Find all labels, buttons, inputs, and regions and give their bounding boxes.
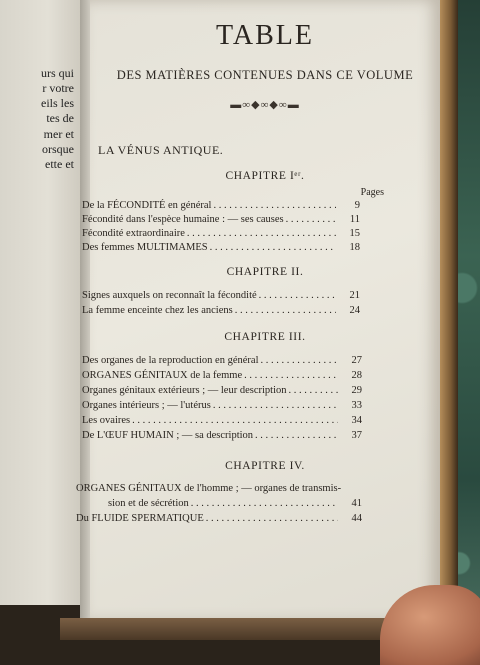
toc-entry-label: De la FÉCONDITÉ en général [82,200,212,211]
toc-entry-page: 24 [349,305,360,316]
leader-dots [206,513,338,524]
pages-label: Pages [360,187,384,198]
leader-dots [210,242,336,253]
left-page-line: tes de [46,111,74,125]
toc-entry-label: Organes intérieurs ; — l'utérus [82,400,211,411]
toc-entry-page: 37 [351,430,362,441]
left-page-line: ette et [45,157,74,171]
toc-row [82,214,360,228]
left-page [0,0,80,605]
chapter-heading: CHAPITRE IV. [225,460,305,472]
toc-entry-page: 15 [349,228,360,239]
leader-dots [259,290,336,301]
toc-entry-label: De L'ŒUF HUMAIN ; — sa description [82,430,254,441]
toc-row [82,228,360,242]
chapter-heading: CHAPITRE Iᵉʳ. [225,170,305,182]
left-page-line: urs qui [41,66,74,80]
toc-entry-label: sion et de sécrétion [108,498,189,509]
toc-row [82,290,360,304]
leader-dots [191,498,338,509]
leader-dots [235,305,336,316]
toc-row [82,415,362,429]
left-page-line: mer et [43,127,74,141]
toc-row [76,483,362,497]
toc-entry-page: 44 [351,513,362,524]
toc-entry-page: 18 [349,242,360,253]
toc-entry-label: La femme enceinte chez les anciens [82,305,233,316]
toc-row [82,305,360,319]
leader-dots [286,214,336,225]
toc-row [82,430,362,444]
leader-dots [261,355,339,366]
left-page-line: eils les [41,96,74,110]
leader-dots [289,385,339,396]
toc-row [76,513,362,527]
leader-dots [132,415,338,426]
toc-entry-label: Organes génitaux extérieurs ; — leur description [82,385,287,396]
toc-row [82,355,362,369]
leader-dots [255,430,338,441]
left-page-line: r votre [42,81,74,95]
page-subtitle: DES MATIÈRES CONTENUES DANS CE VOLUME [116,68,414,82]
toc-row [82,385,362,399]
leader-dots [213,200,336,211]
toc-entry-label: Signes auxquels on reconnaît la fécondité [82,290,257,301]
toc-entry-label: Fécondité dans l'espèce humaine : — ses causes [82,214,284,225]
leader-dots [187,228,336,239]
left-page-line: orsque [42,142,74,156]
toc-row [82,200,360,214]
section-heading: LA VÉNUS ANTIQUE. [98,143,224,157]
toc-entry-label: Les ovaires [82,415,131,426]
toc-entry-page: 33 [351,400,362,411]
toc-row [82,370,362,384]
toc-entry-page: 27 [351,355,362,366]
toc-entry-label: Du FLUIDE SPERMATIQUE [76,513,204,524]
page-title: TABLE [216,20,314,51]
toc-entry-page: 9 [354,200,360,211]
toc-entry-page: 29 [351,385,362,396]
toc-entry-label: Des organes de la reproduction en général [82,355,259,366]
chapter-heading: CHAPITRE II. [226,266,304,278]
toc-entry-page: 28 [351,370,362,381]
toc-entry-label: Des femmes MULTIMAMES [82,242,208,253]
book-spine [440,0,458,640]
toc-row [82,242,360,256]
contents-page [76,0,440,622]
toc-entry-label: ORGANES GÉNITAUX de l'homme ; — organes de transmis- [76,483,342,494]
toc-entry-label: ORGANES GÉNITAUX de la femme [82,370,243,381]
toc-entry-label: Fécondité extraordinaire [82,228,185,239]
toc-entry-page: 21 [349,290,360,301]
toc-row [82,400,362,414]
ornament-divider: ▬∞◆∞◆∞▬ [230,99,300,111]
toc-entry-page: 11 [349,214,360,225]
leader-dots [213,400,338,411]
toc-entry-page: 41 [351,498,362,509]
toc-row [108,498,362,512]
chapter-heading: CHAPITRE III. [224,331,306,343]
toc-entry-page: 34 [351,415,362,426]
leader-dots [244,370,338,381]
